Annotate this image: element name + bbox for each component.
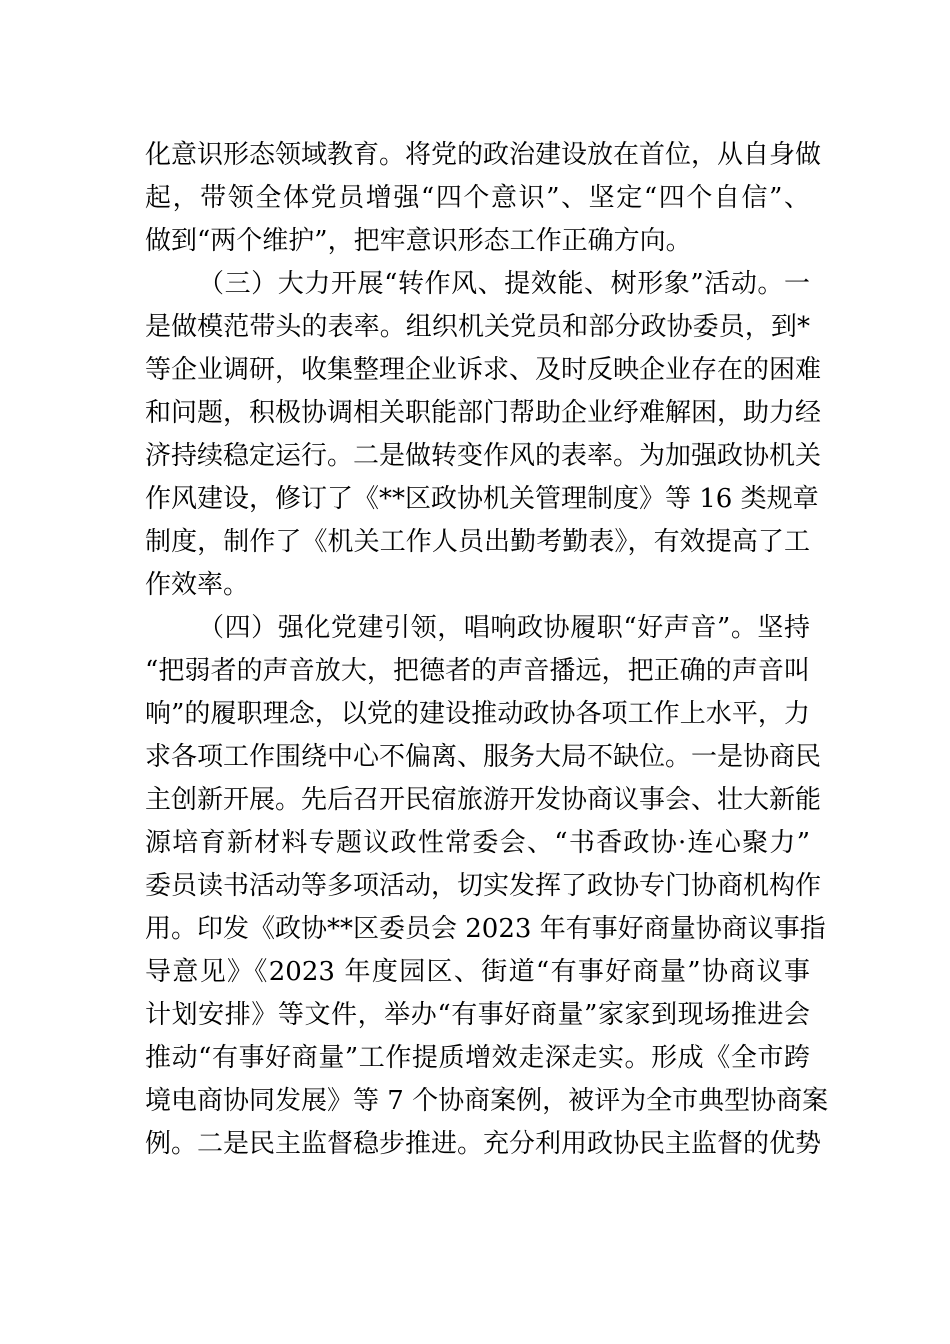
text-line: 求各项工作围绕中心不偏离、服务大局不缺位。一是协商民 <box>145 742 822 772</box>
text-line: （三）大力开展“转作风、提效能、树形象”活动。一 <box>198 269 810 299</box>
text-line: 例。二是民主监督稳步推进。充分利用政协民主监督的优势 <box>145 1129 822 1159</box>
text-line: 化意识形态领域教育。将党的政治建设放在首位，从自身做 <box>145 140 822 170</box>
text-line: 主创新开展。先后召开民宿旅游开发协商议事会、壮大新能 <box>145 785 822 815</box>
paragraph-3 <box>145 607 829 1166</box>
text-line: 制度，制作了《机关工作人员出勤考勤表》，有效提高了工 <box>145 527 810 557</box>
text-line: 响”的履职理念，以党的建设推动政协各项工作上水平，力 <box>145 699 810 729</box>
text-line: “把弱者的声音放大，把德者的声音播远，把正确的声音叫 <box>145 656 810 686</box>
text-line: 作风建设，修订了《**区政协机关管理制度》等 16 类规章 <box>145 484 819 514</box>
text-line: 等企业调研，收集整理企业诉求、及时反映企业存在的困难 <box>145 355 822 385</box>
text-line: 源培育新材料专题议政性常委会、“书香政协·连心聚力” <box>145 828 810 858</box>
text-line: 委员读书活动等多项活动，切实发挥了政协专门协商机构作 <box>145 871 822 901</box>
text-line: 作效率。 <box>145 570 250 600</box>
text-line: 起，带领全体党员增强“四个意识”、坚定“四个自信”、 <box>145 183 810 213</box>
text-line: 济持续稳定运行。二是做转变作风的表率。为加强政协机关 <box>145 441 822 471</box>
text-line: 推动“有事好商量”工作提质增效走深走实。形成《全市跨 <box>145 1043 810 1073</box>
text-line: （四）强化党建引领，唱响政协履职“好声音”。坚持 <box>198 613 810 643</box>
paragraph-2 <box>145 263 822 607</box>
text-line: 用。印发《政协**区委员会 2023 年有事好商量协商议事指 <box>145 914 826 944</box>
text-line: 和问题，积极协调相关职能部门帮助企业纾难解困，助力经 <box>145 398 822 428</box>
text-line: 是做模范带头的表率。组织机关党员和部分政协委员，到* <box>145 312 810 342</box>
text-line: 计划安排》等文件，举办“有事好商量”家家到现场推进会 <box>145 1000 810 1030</box>
document-body <box>145 134 829 1166</box>
paragraph-1 <box>145 134 822 263</box>
text-line: 导意见》《2023 年度园区、街道“有事好商量”协商议事 <box>145 957 810 987</box>
text-line: 境电商协同发展》等 7 个协商案例，被评为全市典型协商案 <box>145 1086 829 1116</box>
text-line: 做到“两个维护”，把牢意识形态工作正确方向。 <box>145 226 692 256</box>
